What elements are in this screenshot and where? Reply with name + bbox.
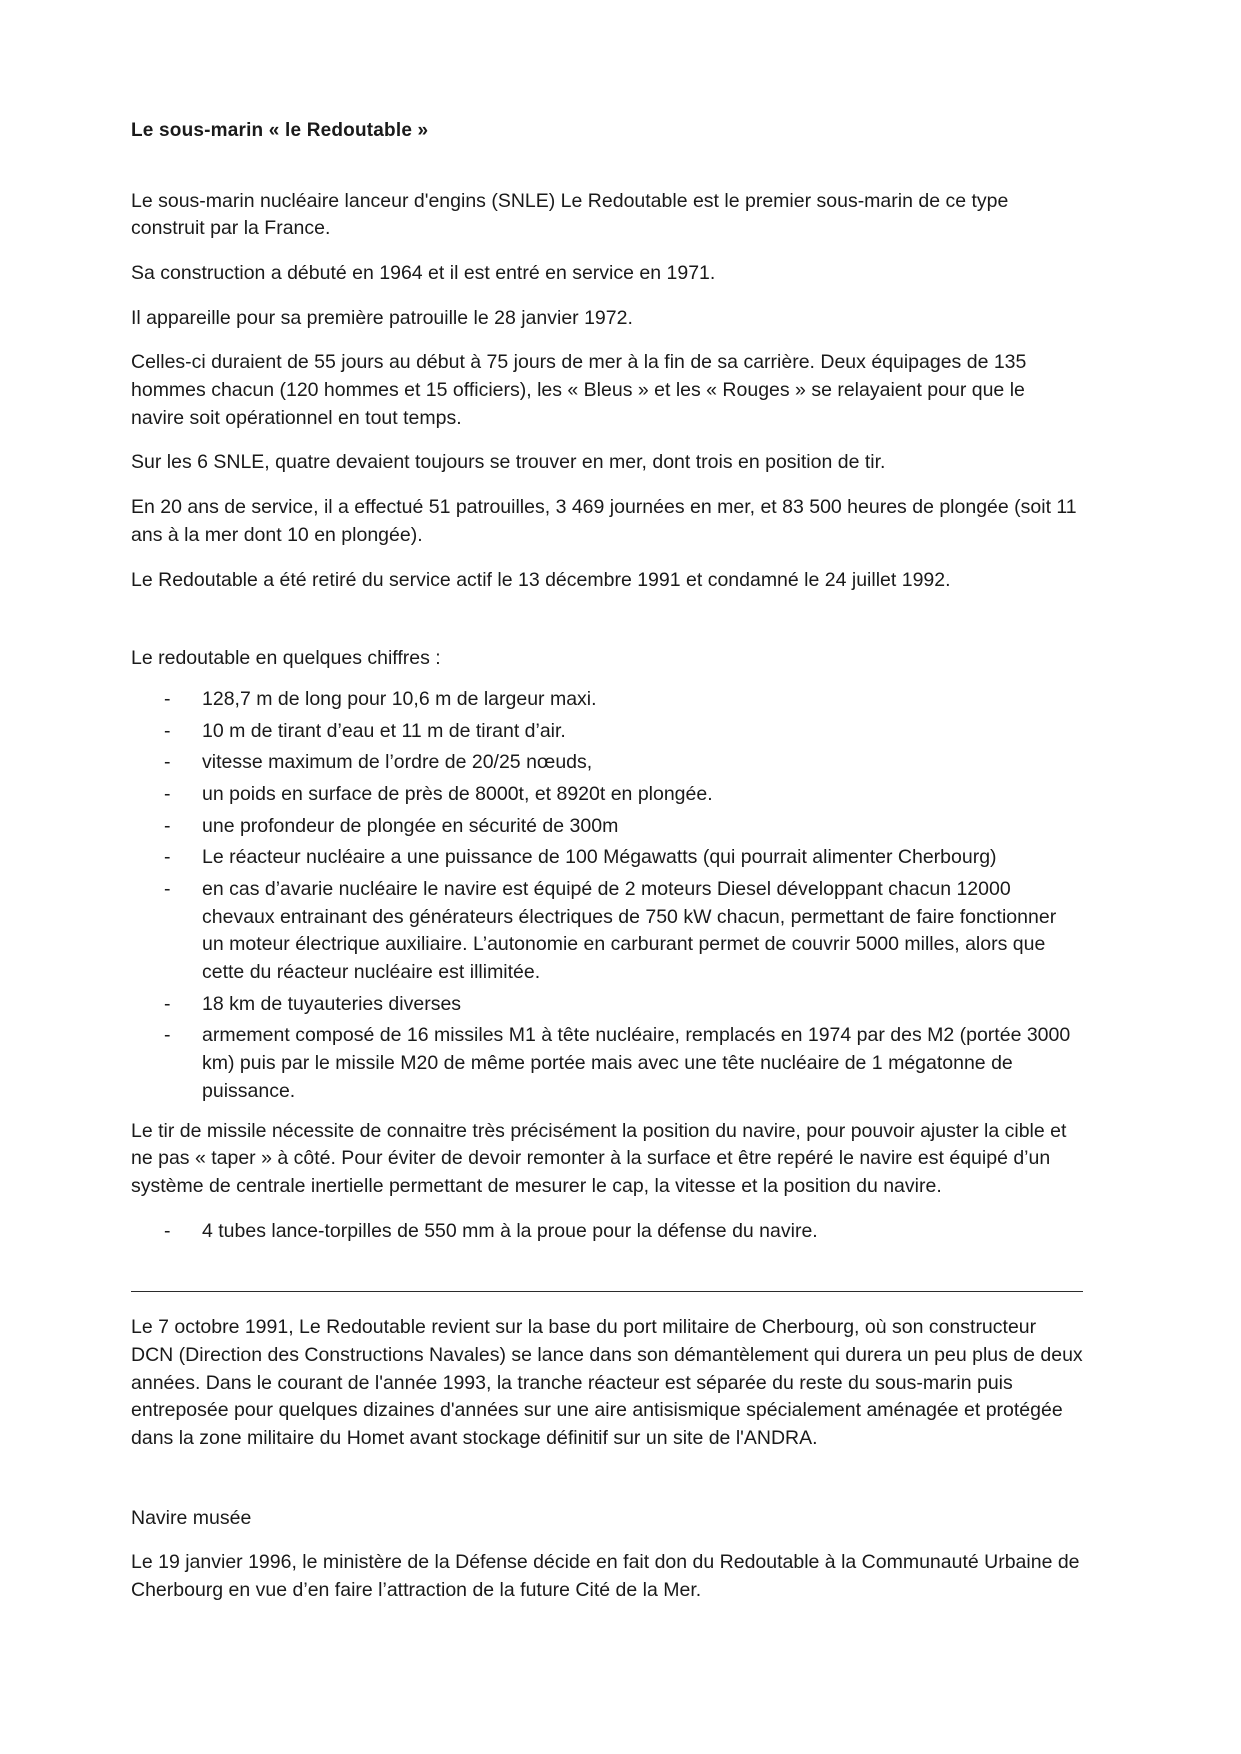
paragraph-snle-fleet: Sur les 6 SNLE, quatre devaient toujours se trouver en mer, dont trois en position de tir.	[131, 451, 886, 474]
dash-marker-icon: -	[164, 782, 171, 805]
dash-marker-icon: -	[164, 751, 171, 774]
list-item	[131, 844, 1083, 872]
page-title: Le sous-marin « le Redoutable »	[131, 120, 429, 141]
list-item-label: vitesse maximum de l’ordre de 20/25 nœuds,	[202, 751, 593, 774]
paragraph-dismantling: Le 7 octobre 1991, Le Redoutable revient sur la base du port militaire de Cherbourg, où son constructeur DCN (Direction des Constructions Navales) se lance dans son démantèlement qui durera un peu plus de deux années. Dans le courant de l'année 1993, la tranche réacteur est séparée du reste du sous-marin puis entreposée pour quelques dizaines d'années sur une aire antisismique spécialement aménagée et protégée dans la zone militaire du Homet avant stockage définitif sur un site de l'ANDRA.	[131, 1316, 1083, 1450]
list-item	[131, 781, 1083, 809]
list-item-label: 10 m de tirant d’eau et 11 m de tirant d’air.	[202, 719, 566, 742]
list-item-label: armement composé de 16 missiles M1 à tête nucléaire, remplacés en 1974 par des M2 (portée 3000 km) puis par le missile M20 de même portée mais avec une tête nucléaire de 1 mégatonne de puissance.	[202, 1024, 1071, 1102]
figures-list	[131, 686, 1083, 1106]
dash-marker-icon: -	[164, 992, 171, 1015]
paragraph-crews: Celles-ci duraient de 55 jours au début à 75 jours de mer à la fin de sa carrière. Deux équipages de 135 hommes chacun (120 hommes et 15 officiers), les « Bleus » et les « Rouges » se relayaient pour que le navire soit opérationnel en tout temps.	[131, 351, 1027, 429]
torpedo-list	[131, 1218, 1083, 1246]
list-item	[131, 749, 1083, 777]
section-divider	[131, 1291, 1083, 1292]
list-item-label: en cas d’avarie nucléaire le navire est équipé de 2 moteurs Diesel développant chacun 12000 chevaux entrainant des générateurs électriques de 750 kW chacun, permettant de faire fonctionner un moteur électrique auxiliaire. L’autonomie en carburant permet de couvrir 5000 milles, alors que cette du réacteur nucléaire est illimitée.	[202, 878, 1057, 984]
dash-marker-icon: -	[164, 1219, 171, 1242]
paragraph-first-patrol: Il appareille pour sa première patrouille le 28 janvier 1972.	[131, 306, 633, 329]
dismantling-section	[131, 1314, 1083, 1452]
list-item	[131, 1022, 1083, 1105]
dash-marker-icon: -	[164, 719, 171, 742]
dash-marker-icon: -	[164, 687, 171, 710]
list-item-label: une profondeur de plongée en sécurité de 300m	[202, 814, 619, 837]
paragraph-museum: Le 19 janvier 1996, le ministère de la Défense décide en fait don du Redoutable à la Communauté Urbaine de Cherbourg en vue d’en faire l’attraction de la future Cité de la Mer.	[131, 1551, 1080, 1602]
list-item	[131, 686, 1083, 714]
list-item-label: 4 tubes lance-torpilles de 550 mm à la proue pour la défense du navire.	[202, 1219, 818, 1242]
paragraph-missile-firing: Le tir de missile nécessite de connaitre très précisément la position du navire, pour pouvoir ajuster la cible et ne pas « taper » à côté. Pour éviter de devoir remonter à la surface et être repéré le navire est équipé d’un système de centrale inertielle permettant de mesurer le cap, la vitesse et la position du navire.	[131, 1119, 1067, 1197]
list-item-label: 128,7 m de long pour 10,6 m de largeur maxi.	[202, 687, 597, 710]
list-item	[131, 1218, 1083, 1246]
list-item-label: un poids en surface de près de 8000t, et 8920t en plongée.	[202, 782, 713, 805]
section-spacer	[131, 1453, 1083, 1505]
paragraph-decommission: Le Redoutable a été retiré du service actif le 13 décembre 1991 et condamné le 24 juillet 1992.	[131, 568, 951, 591]
museum-heading: Navire musée	[131, 1506, 252, 1529]
paragraph-service-statistics: En 20 ans de service, il a effectué 51 patrouilles, 3 469 journées en mer, et 83 500 heures de plongée (soit 11 ans à la mer dont 10 en plongée).	[131, 496, 1077, 546]
section-spacer	[131, 611, 1083, 645]
dash-marker-icon: -	[164, 1024, 171, 1047]
paragraph-intro-1: Le sous-marin nucléaire lanceur d'engins (SNLE) Le Redoutable est le premier sous-marin de ce type construit par la France.	[131, 189, 1009, 240]
list-item	[131, 876, 1083, 987]
list-item	[131, 991, 1083, 1019]
paragraph-construction-start: Sa construction a débuté en 1964 et il est entré en service en 1971.	[131, 262, 716, 285]
list-item	[131, 813, 1083, 841]
dash-marker-icon: -	[164, 814, 171, 837]
dash-marker-icon: -	[164, 878, 171, 901]
list-item-label: 18 km de tuyauteries diverses	[202, 992, 462, 1015]
list-item-label: Le réacteur nucléaire a une puissance de 100 Mégawatts (qui pourrait alimenter Cherbourg)	[202, 846, 997, 869]
figures-list-intro: Le redoutable en quelques chiffres :	[131, 647, 441, 670]
dash-marker-icon: -	[164, 846, 171, 869]
list-item	[131, 718, 1083, 746]
